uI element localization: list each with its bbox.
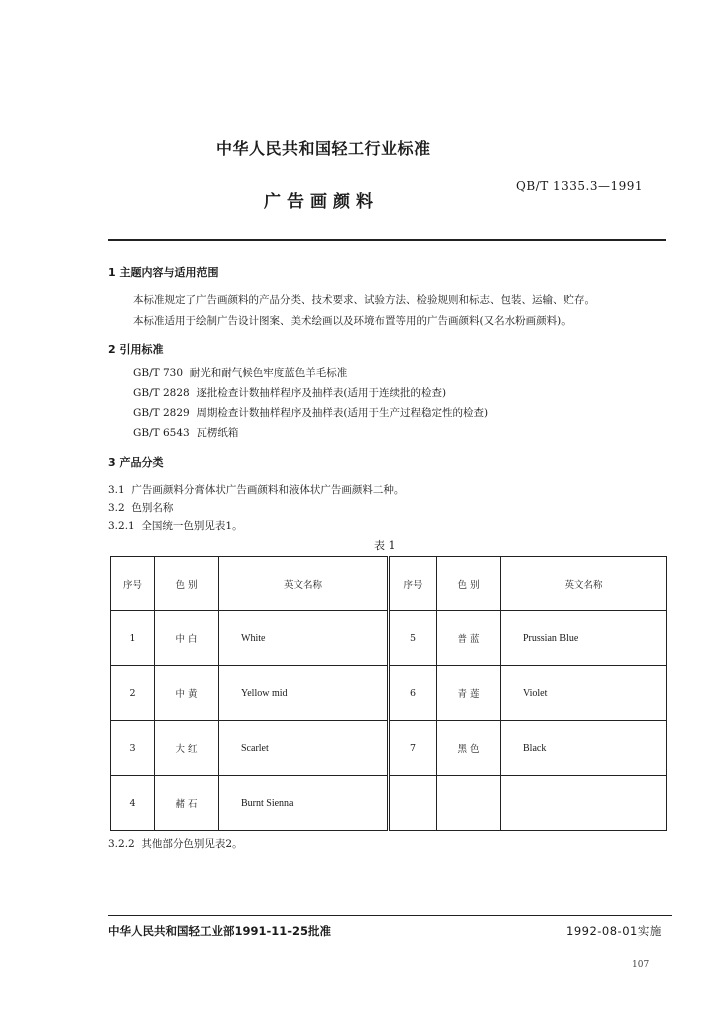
table-row xyxy=(111,611,667,666)
table-cell: Black xyxy=(501,721,667,776)
table-cell: White xyxy=(219,611,389,666)
table-cell: Prussian Blue xyxy=(501,611,667,666)
header-cell: 序号 xyxy=(389,557,437,611)
section-1-para-2: 本标准适用于绘制广告设计图案、美术绘画以及环境布置等用的广告画颜料(又名水粉画颜料)。 xyxy=(133,315,572,327)
header-cell: 序号 xyxy=(111,557,155,611)
table-cell: Violet xyxy=(501,666,667,721)
section-3-heading: 3 产品分类 xyxy=(108,456,164,469)
standard-name: 广告画颜料 xyxy=(264,192,379,212)
clause-3-2: 3.2 色别名称 xyxy=(108,502,174,514)
table-cell: 赭 石 xyxy=(155,776,219,831)
table-cell: Burnt Sienna xyxy=(219,776,389,831)
header-rule xyxy=(108,239,666,241)
table-cell: Scarlet xyxy=(219,721,389,776)
clause-3-2-1: 3.2.1 全国统一色别见表1。 xyxy=(108,520,243,532)
table-cell: 4 xyxy=(111,776,155,831)
header-cell: 色 别 xyxy=(155,557,219,611)
table-cell xyxy=(437,776,501,831)
table-cell: Yellow mid xyxy=(219,666,389,721)
table-cell: 7 xyxy=(389,721,437,776)
standard-category-title: 中华人民共和国轻工行业标准 xyxy=(216,139,431,158)
page-number: 107 xyxy=(632,960,650,970)
table-cell: 1 xyxy=(111,611,155,666)
effective-date: 1992-08-01实施 xyxy=(566,924,662,938)
table-caption: 表 1 xyxy=(374,539,396,552)
table-cell: 中 白 xyxy=(155,611,219,666)
table-cell: 普 蓝 xyxy=(437,611,501,666)
table-header-row xyxy=(111,557,667,611)
table-cell: 3 xyxy=(111,721,155,776)
table-cell: 青 莲 xyxy=(437,666,501,721)
table-cell: 2 xyxy=(111,666,155,721)
table-cell: 中 黄 xyxy=(155,666,219,721)
section-2-heading: 2 引用标准 xyxy=(108,343,164,356)
color-table xyxy=(110,556,667,831)
standard-code: QB/T 1335.3—1991 xyxy=(516,179,644,193)
reference-item: GB/T 730 耐光和耐气候色牢度蓝色羊毛标准 xyxy=(133,367,348,379)
table-row xyxy=(111,721,667,776)
footer-rule xyxy=(108,915,672,916)
table-cell: 黑 色 xyxy=(437,721,501,776)
clause-3-2-2: 3.2.2 其他部分色别见表2。 xyxy=(108,838,243,850)
section-1-heading: 1 主题内容与适用范围 xyxy=(108,266,219,279)
reference-item: GB/T 2828 逐批检查计数抽样程序及抽样表(适用于连续批的检查) xyxy=(133,387,447,399)
table-cell: 6 xyxy=(389,666,437,721)
section-1-para-1: 本标准规定了广告画颜料的产品分类、技术要求、试验方法、检验规则和标志、包装、运输、贮存。 xyxy=(133,294,595,306)
table-row xyxy=(111,776,667,831)
reference-item: GB/T 6543 瓦楞纸箱 xyxy=(133,427,239,439)
table-cell: 大 红 xyxy=(155,721,219,776)
table-cell xyxy=(389,776,437,831)
header-cell: 英文名称 xyxy=(501,557,667,611)
table-cell: 5 xyxy=(389,611,437,666)
approval-date: 中华人民共和国轻工业部1991-11-25批准 xyxy=(108,924,332,938)
header-cell: 色 别 xyxy=(437,557,501,611)
reference-item: GB/T 2829 周期检查计数抽样程序及抽样表(适用于生产过程稳定性的检查) xyxy=(133,407,489,419)
table-row xyxy=(111,666,667,721)
clause-3-1: 3.1 广告画颜料分膏体状广告画颜料和液体状广告画颜料二种。 xyxy=(108,484,405,496)
header-cell: 英文名称 xyxy=(219,557,389,611)
table-cell xyxy=(501,776,667,831)
